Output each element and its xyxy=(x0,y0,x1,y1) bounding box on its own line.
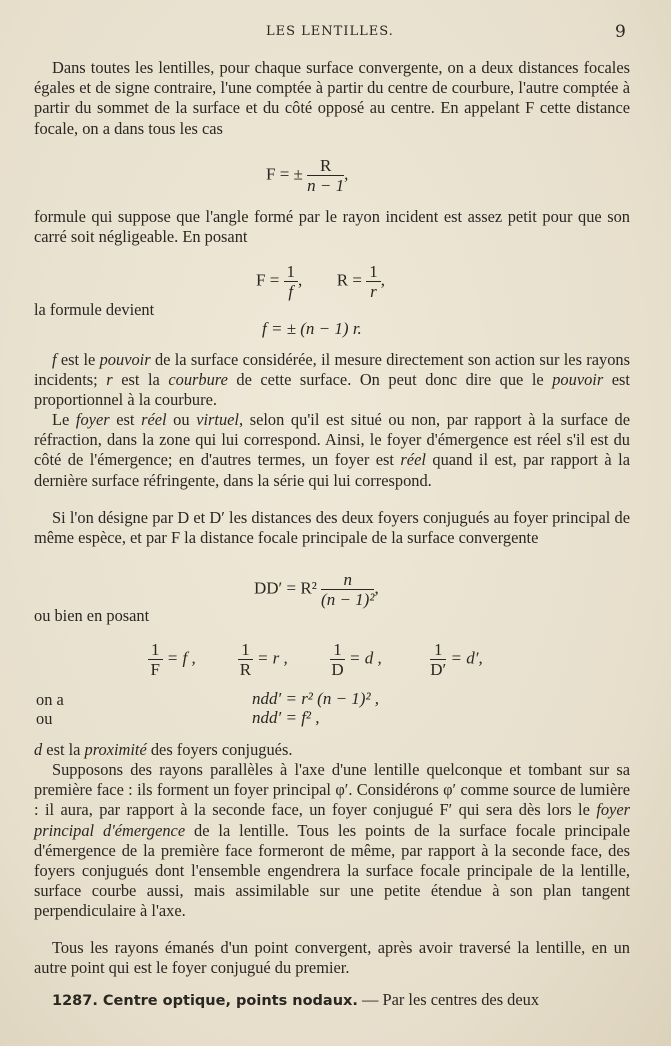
paragraph-foyer: Le foyer est réel ou virtuel, selon qu'il est situé ou non, par rapport à la surface de réfraction, dans la zone qui lui correspond. Ainsi, le foyer d'émergence est réel s'il est du côté de l'émergence; en d'autres termes, un foyer est réel quand il est, par rapport à la dernière surface réfringente, dans la série qui lui correspond. xyxy=(34,410,630,490)
equation-reciprocals: $\frac{1}{F}$ = f , $\frac{1}{R}$ = r , $\frac{1}{D}$ = d , $\frac{1}{D'}$ = d′, xyxy=(148,640,628,679)
paragraph-conjugate-foci: Si l'on désigne par D et D′ les distances des deux foyers conjugués au foyer principal de même espèce, et par F la distance focale principale de la surface convergente xyxy=(34,508,630,548)
paragraph-pouvoir: f est le pouvoir de la surface considérée, il mesure directement son action sur les rayons incidents; r est la courbure de cette surface. On peut donc dire que le pouvoir est proportionnel à la courbure. xyxy=(34,350,630,410)
paragraph-principal-focus: Supposons des rayons parallèles à l'axe d'une lentille quelconque et tombant sur sa première face : ils forment un foyer principal φ′. Considérons φ′ comme source de lumière : il aura, par rapport à la seconde face, un foyer conjugué F′ qui sera dès lors le foyer principal d'émergence de la lentille. Tous les points de la surface focale principale d'émergence de la première face formeront de même, par rapport à la seconde face, des foyers conjugués dont l'ensemble engendrera la surface focale principale de la lentille, surface courbe aussi, mais assimilable sur une petite étendue à son plan tangent perpendiculaire à l'axe. xyxy=(34,760,630,921)
equation-newton: DD′ = R² $\frac{n}{\text{(n − 1)²}}$ , xyxy=(254,570,379,609)
paragraph-formula-note: formule qui suppose que l'angle formé par le rayon incident est assez petit pour que son carré soit négligeable. En posant xyxy=(34,207,630,247)
section-title: 1287. Centre optique, points nodaux. xyxy=(52,993,358,1009)
paragraph-proximite: d est la proximité des foyers conjugués. xyxy=(34,740,293,759)
running-head: LES LENTILLES. xyxy=(266,24,394,39)
paragraph-rays: Tous les rayons émanés d'un point convergent, après avoir traversé la lentille, en un autre point qui est le foyer conjugué du premier. xyxy=(34,938,630,978)
paragraph-focal-distances: Dans toutes les lentilles, pour chaque surface convergente, on a deux distances focales égales et de signe contraire, l'une comptée à partir du centre de courbure, l'autre comptée à partir du sommet de la surface et du côté opposé au centre. En appelant F cette distance focale, on a dans tous les cas xyxy=(34,58,630,138)
equation-substitution: F = $\frac{1}{f}$ , R = $\frac{1}{r}$ , xyxy=(256,262,385,301)
page-number: 9 xyxy=(615,22,626,42)
section-1287-heading: 1287. Centre optique, points nodaux. — Par les centres des deux xyxy=(52,990,540,1009)
page-header xyxy=(0,22,671,44)
label-formule-devient: la formule devient xyxy=(34,300,155,319)
label-bien-posant: ou bien en posant xyxy=(34,606,150,625)
label-ou: ou xyxy=(36,709,53,728)
equation-ndd-2: ndd′ = f² , xyxy=(252,708,320,727)
equation-power: f = ± (n − 1) r. xyxy=(262,319,362,338)
label-on-a: on a xyxy=(36,690,64,709)
equation-focal-distance: F = ± $\frac{R}{n - 1}$ , xyxy=(266,156,349,195)
equation-ndd-1: ndd′ = r² (n − 1)² , xyxy=(252,689,380,708)
